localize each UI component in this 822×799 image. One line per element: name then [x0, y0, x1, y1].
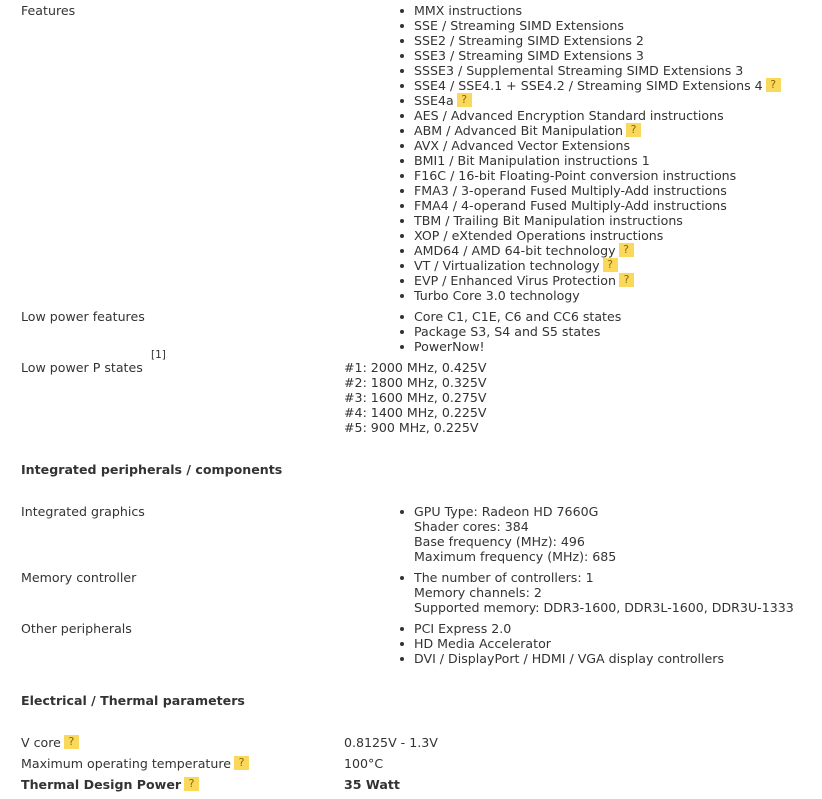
feature-item — [414, 228, 781, 243]
integrated-peripherals-heading: Integrated peripherals / components — [21, 462, 283, 477]
other-peripherals-list — [414, 621, 724, 666]
feature-item — [414, 198, 781, 213]
list-item: Maximum frequency (MHz): 685 — [414, 549, 617, 564]
feature-text: XOP / eXtended Operations instructions — [414, 228, 664, 243]
list-item: The number of controllers: 1 — [414, 570, 794, 585]
feature-text: AVX / Advanced Vector Extensions — [414, 138, 631, 153]
list-item: Memory channels: 2 — [414, 585, 542, 600]
feature-text: ABM / Advanced Bit Manipulation — [414, 123, 624, 138]
feature-text: MMX instructions — [414, 3, 523, 18]
feature-text: VT / Virtualization technology — [414, 258, 600, 273]
list-item: Base frequency (MHz): 496 — [414, 534, 585, 549]
list-item: #4: 1400 MHz, 0.225V — [344, 405, 487, 420]
feature-item — [414, 273, 781, 288]
help-icon[interactable]: ? — [234, 756, 249, 770]
list-item: #1: 2000 MHz, 0.425V — [344, 360, 487, 375]
list-item: #3: 1600 MHz, 0.275V — [344, 390, 487, 405]
vcore-label: V core — [21, 735, 61, 750]
list-item: Shader cores: 384 — [414, 519, 529, 534]
feature-text: EVP / Enhanced Virus Protection — [414, 273, 616, 288]
integrated-graphics-list — [414, 504, 616, 564]
feature-text: AES / Advanced Encryption Standard instructions — [414, 108, 724, 123]
max-temp-label: Maximum operating temperature — [21, 756, 231, 771]
vcore-value: 0.8125V - 1.3V — [344, 735, 438, 750]
other-peripherals-label: Other peripherals — [21, 621, 132, 636]
feature-item — [414, 243, 781, 258]
feature-text: AMD64 / AMD 64-bit technology — [414, 243, 616, 258]
tdp-value: 35 Watt — [344, 777, 400, 792]
feature-item — [414, 3, 781, 18]
feature-item — [414, 123, 781, 138]
feature-text: TBM / Trailing Bit Manipulation instructions — [414, 213, 683, 228]
feature-item — [414, 18, 781, 33]
tdp-row-label — [21, 777, 199, 792]
max-temp-value: 100°C — [344, 756, 384, 771]
memory-controller-label: Memory controller — [21, 570, 137, 585]
feature-text: FMA3 / 3-operand Fused Multiply-Add instructions — [414, 183, 727, 198]
feature-item — [414, 153, 781, 168]
feature-text: SSE3 / Streaming SIMD Extensions 3 — [414, 48, 644, 63]
list-item: GPU Type: Radeon HD 7660G — [414, 504, 616, 519]
feature-item — [414, 138, 781, 153]
feature-item — [414, 93, 781, 108]
feature-text: SSSE3 / Supplemental Streaming SIMD Extensions 3 — [414, 63, 744, 78]
list-item: PowerNow! — [414, 339, 621, 354]
list-item: PCI Express 2.0 — [414, 621, 724, 636]
feature-text: Turbo Core 3.0 technology — [414, 288, 580, 303]
list-item: Package S3, S4 and S5 states — [414, 324, 621, 339]
feature-item — [414, 63, 781, 78]
integrated-graphics-label: Integrated graphics — [21, 504, 145, 519]
vcore-row-label — [21, 735, 79, 750]
low-power-features-label: Low power features — [21, 309, 145, 324]
help-icon[interactable]: ? — [766, 78, 781, 92]
feature-item — [414, 33, 781, 48]
list-item: HD Media Accelerator — [414, 636, 724, 651]
help-icon[interactable]: ? — [457, 93, 472, 107]
help-icon[interactable]: ? — [619, 273, 634, 287]
list-item: Core C1, C1E, C6 and CC6 states — [414, 309, 622, 324]
feature-item — [414, 258, 781, 273]
help-icon[interactable]: ? — [626, 123, 641, 137]
help-icon[interactable]: ? — [603, 258, 618, 272]
feature-item — [414, 288, 781, 303]
feature-item — [414, 213, 781, 228]
feature-text: SSE4a — [414, 93, 454, 108]
low-power-p-states-label: Low power P states — [21, 360, 143, 375]
help-icon[interactable]: ? — [64, 735, 79, 749]
feature-item — [414, 168, 781, 183]
feature-text: SSE2 / Streaming SIMD Extensions 2 — [414, 33, 644, 48]
feature-item — [414, 48, 781, 63]
tdp-label: Thermal Design Power — [21, 777, 182, 792]
feature-text: SSE4 / SSE4.1 + SSE4.2 / Streaming SIMD Extensions 4 — [414, 78, 763, 93]
feature-text: FMA4 / 4-operand Fused Multiply-Add instructions — [414, 198, 727, 213]
list-item: DVI / DisplayPort / HDMI / VGA display controllers — [414, 651, 725, 666]
help-icon[interactable]: ? — [184, 777, 199, 791]
reference-link[interactable]: [1] — [151, 349, 166, 361]
feature-text: F16C / 16-bit Floating-Point conversion instructions — [414, 168, 737, 183]
max-temp-row-label — [21, 756, 249, 771]
list-item: #2: 1800 MHz, 0.325V — [344, 375, 487, 390]
low-power-features-list — [414, 309, 621, 354]
feature-text: SSE / Streaming SIMD Extensions — [414, 18, 624, 33]
help-icon[interactable]: ? — [619, 243, 634, 257]
list-item: Supported memory: DDR3-1600, DDR3L-1600, DDR3U-1333 — [414, 600, 794, 615]
memory-controller-list — [414, 570, 794, 615]
feature-text: BMI1 / Bit Manipulation instructions 1 — [414, 153, 650, 168]
features-label: Features — [21, 3, 76, 18]
p-states-list — [344, 360, 487, 435]
features-list — [414, 3, 781, 303]
feature-item — [414, 78, 781, 93]
electrical-thermal-heading: Electrical / Thermal parameters — [21, 693, 245, 708]
feature-item — [414, 183, 781, 198]
feature-item — [414, 108, 781, 123]
list-item: #5: 900 MHz, 0.225V — [344, 420, 479, 435]
